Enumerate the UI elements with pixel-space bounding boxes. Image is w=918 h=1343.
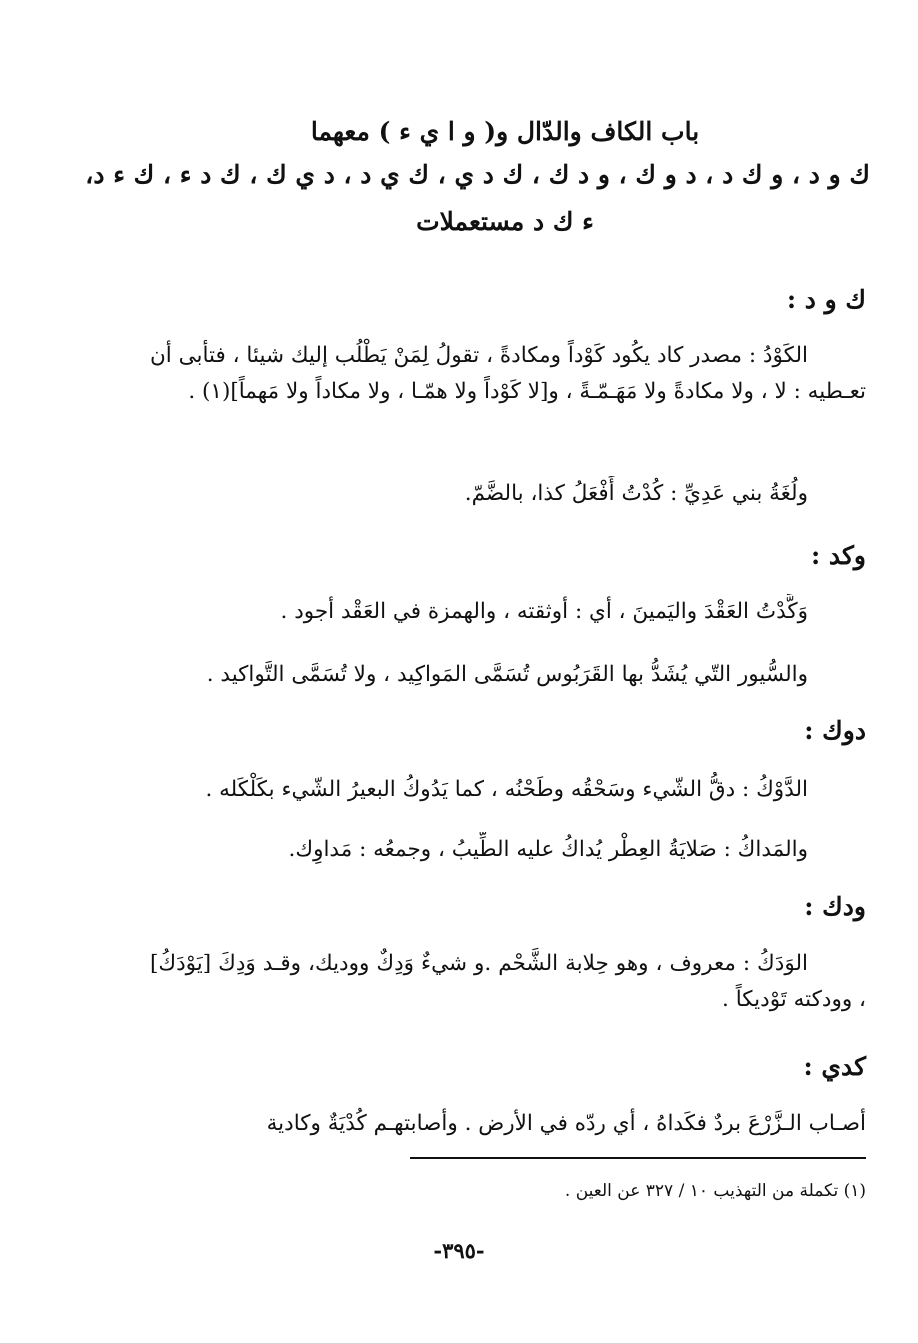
footnote: (١) تكملة من التهذيب ١٠ / ٣٢٧ عن العين . (564, 1181, 866, 1201)
entry-wdk-paragraph-1: الوَدَكُ : معروف ، وهو حِلابة الشَّحْم .و شيءٌ وَدِكٌ ووديك، وقـد وَدِكَ [يَوْدَكُ] ، وودكته تَوْديكاً . (150, 951, 866, 1012)
entry-head-wkd: وكد : (810, 541, 866, 570)
entry-kwd-paragraph-2: ولُغَةُ بني عَدِيِّ : كُدْتُ أَفْعَلُ كذا، بالضَّمّ. (464, 481, 808, 506)
chapter-title: باب الكاف والدّال و( و ا ي ء ) معهما (310, 117, 700, 146)
entry-dwk-paragraph-2: والمَداكُ : صَلايَةُ العِطْر يُداكُ عليه الطِّيبُ ، وجمعُه : مَداوِك. (288, 837, 808, 862)
entry-head-kwd: ك و د : (786, 285, 866, 314)
chapter-roots-note: ء ك د مستعملات (416, 207, 594, 236)
entry-head-wdk: ودك : (804, 892, 866, 921)
chapter-roots-list: ك و د ، و ك د ، د و ك ، و د ك ، ك د ي ، ك ي د ، د ي ك ، ك د ء ، ك ء د، (85, 160, 870, 189)
entry-wkd-paragraph-2: والسُّيور التّي يُشَدُّ بها القَرَبُوس تُسَمَّى المَواكِيد ، ولا تُسَمَّى التَّواكيد . (206, 662, 808, 687)
entry-head-dwk: دوك : (804, 716, 866, 745)
entry-kwd-paragraph-1: الكَوْدُ : مصدر كاد يكُود كَوْداً ومكادةً ، تقولُ لِمَنْ يَطْلُب إليك شيئا ، فتأبى أن تعـطيه : لا ، ولا مكادةً ولا مَهَـمّـةً ، و[لا كَوْداً ولا همّـا ، ولا مكاداً ولا مَهماً](١) . (150, 343, 866, 404)
entry-dwk-paragraph-1: الدَّوْكُ : دقُّ الشّيء وسَحْقُه وطَحْنُه ، كما يَدُوكُ البعيرُ الشّيء بكَلْكَله . (205, 777, 808, 802)
entry-wkd-paragraph-1: وَكَّدْتُ العَقْدَ واليَمينَ ، أي : أوثقته ، والهمزة في العَقْد أجود . (280, 599, 808, 624)
footnote-divider (410, 1157, 866, 1159)
page-number: -٣٩٥- (433, 1238, 485, 1263)
entry-kdy-paragraph-1: أصـاب الـزَّرْعَ بردٌ فكَداهُ ، أي ردّه في الأرض . وأصابتهـم كُدْيَةٌ وكادية (266, 1111, 866, 1136)
entry-head-kdy: كدي : (803, 1052, 866, 1081)
